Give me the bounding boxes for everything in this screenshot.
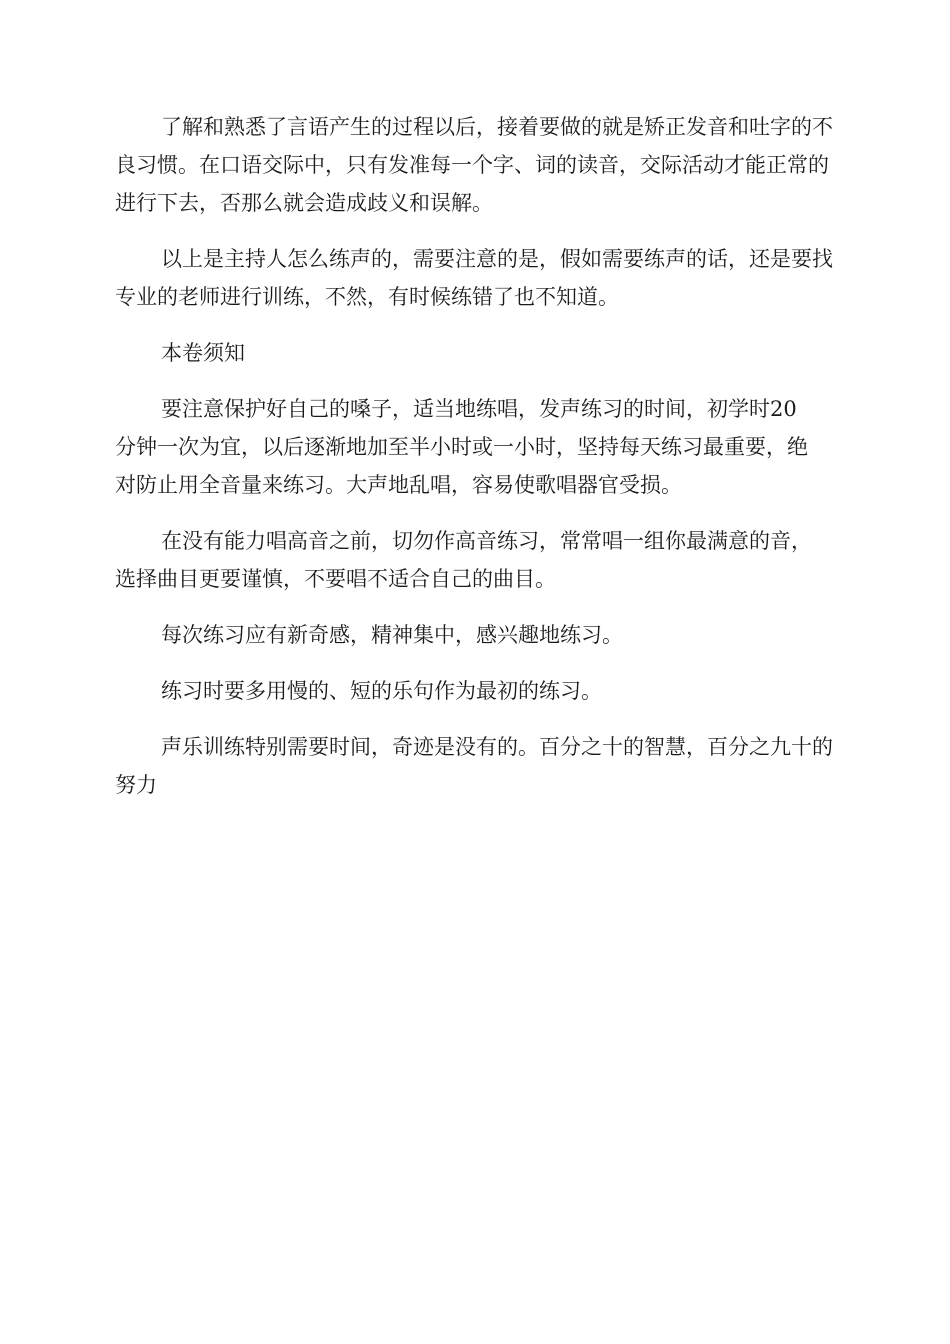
paragraph-host-practice: 以上是主持人怎么练声的，需要注意的是，假如需要练声的话，还是要找专业的老师进行训练，不然，有时候练错了也不知道。 (115, 247, 833, 309)
document-body (115, 108, 837, 822)
paragraph-novelty: 每次练习应有新奇感，精神集中，感兴趣地练习。 (161, 623, 623, 647)
paragraph-slow-phrases: 练习时要多用慢的、短的乐句作为最初的练习。 (161, 679, 602, 703)
paragraph-effort: 声乐训练特别需要时间，奇迹是没有的。百分之十的智慧，百分之九十的努力 (115, 735, 833, 797)
paragraph-pronunciation: 了解和熟悉了言语产生的过程以后，接着要做的就是矫正发音和吐字的不良习惯。在口语交际中，只有发准每一个字、词的读音，交际活动才能正常的进行下去，否那么就会造成歧义和误解。 (115, 115, 833, 215)
paragraph-protect-voice: 要注意保护好自己的嗓子，适当地练唱，发声练习的时间，初学时20分钟一次为宜，以后逐渐地加至半小时或一小时，坚持每天练习最重要，绝对防止用全音量来练习。大声地乱唱，容易使歌唱器官受损。 (115, 397, 808, 497)
section-heading-notes: 本卷须知 (161, 341, 245, 365)
paragraph-high-notes: 在没有能力唱高音之前，切勿作高音练习，常常唱一组你最满意的音，选择曲目更要谨慎，不要唱不适合自己的曲目。 (115, 529, 812, 591)
